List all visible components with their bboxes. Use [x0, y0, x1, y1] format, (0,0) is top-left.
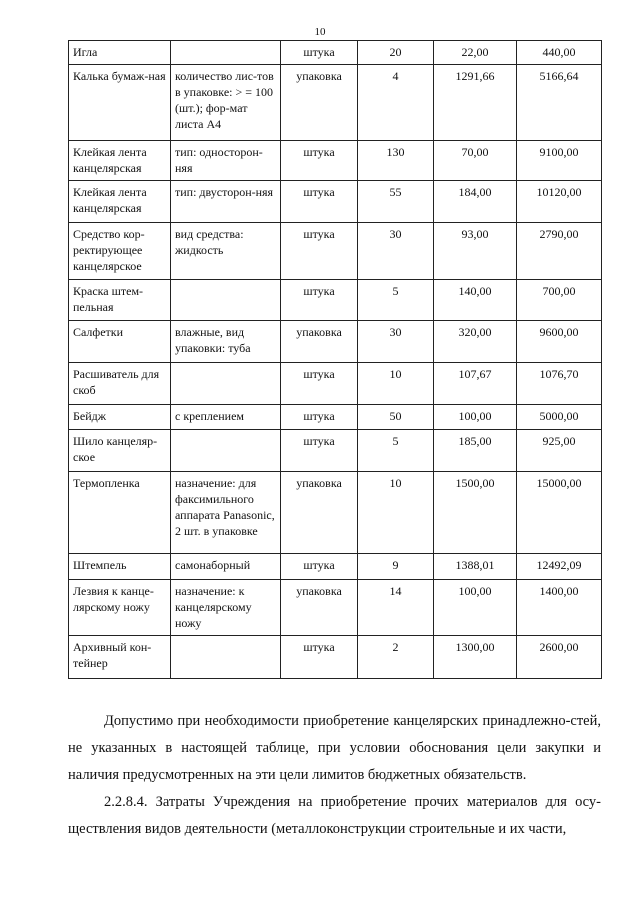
- item-total: 1400,00: [517, 580, 602, 636]
- item-description: тип: двусторон-няя: [171, 181, 281, 223]
- item-total: 9100,00: [517, 141, 602, 181]
- paragraph-permission: [68, 708, 601, 789]
- item-description: [171, 430, 281, 472]
- item-unit: штука: [281, 280, 358, 321]
- table-row: [69, 554, 602, 580]
- table-row: [69, 181, 602, 223]
- item-unit: штука: [281, 405, 358, 430]
- paragraph-text: Допустимо при необходимости приобретение канцелярских принадлежно-стей, не указанных в настоящей таблице, при условии обоснования цели закупки и наличия предусмотренных на эти цели лимитов бюджетных обязательств.: [68, 713, 601, 783]
- item-description: самонаборный: [171, 554, 281, 580]
- item-price: 320,00: [434, 321, 517, 363]
- supplies-table: [68, 40, 602, 679]
- page-number: 10: [314, 26, 326, 38]
- item-name: Расшиватель для скоб: [69, 363, 171, 405]
- table-row: [69, 223, 602, 280]
- table-row: [69, 472, 602, 554]
- item-total: 12492,09: [517, 554, 602, 580]
- item-total: 15000,00: [517, 472, 602, 554]
- item-price: 93,00: [434, 223, 517, 280]
- item-quantity: 5: [358, 430, 434, 472]
- item-price: 1500,00: [434, 472, 517, 554]
- table-row: [69, 363, 602, 405]
- item-quantity: 5: [358, 280, 434, 321]
- item-total: 925,00: [517, 430, 602, 472]
- item-name: Лезвия к канце-лярскому ножу: [69, 580, 171, 636]
- table-row: [69, 141, 602, 181]
- item-unit: штука: [281, 141, 358, 181]
- item-name: Клейкая лента канцелярская: [69, 181, 171, 223]
- item-unit: упаковка: [281, 472, 358, 554]
- item-unit: штука: [281, 554, 358, 580]
- table-row: [69, 430, 602, 472]
- item-description: [171, 363, 281, 405]
- item-quantity: 9: [358, 554, 434, 580]
- item-total: 10120,00: [517, 181, 602, 223]
- item-unit: упаковка: [281, 580, 358, 636]
- item-name: Термопленка: [69, 472, 171, 554]
- item-price: 184,00: [434, 181, 517, 223]
- item-total: 1076,70: [517, 363, 602, 405]
- table-row: [69, 65, 602, 141]
- item-price: 1291,66: [434, 65, 517, 141]
- item-name: Средство кор-ректирующее канцелярское: [69, 223, 171, 280]
- item-description: [171, 41, 281, 65]
- item-unit: штука: [281, 363, 358, 405]
- item-description: с креплением: [171, 405, 281, 430]
- table-row: [69, 580, 602, 636]
- item-name: Краска штем-пельная: [69, 280, 171, 321]
- paragraph-text: 2.2.8.4. Затраты Учреждения на приобретение прочих материалов для осу-ществления видов деятельности (металлоконструкции строительные и их части,: [68, 794, 601, 837]
- item-quantity: 20: [358, 41, 434, 65]
- item-quantity: 10: [358, 363, 434, 405]
- item-price: 1300,00: [434, 636, 517, 679]
- item-unit: штука: [281, 430, 358, 472]
- item-quantity: 4: [358, 65, 434, 141]
- item-quantity: 50: [358, 405, 434, 430]
- item-quantity: 130: [358, 141, 434, 181]
- item-quantity: 2: [358, 636, 434, 679]
- item-name: Салфетки: [69, 321, 171, 363]
- item-description: тип: односторон-няя: [171, 141, 281, 181]
- item-unit: штука: [281, 41, 358, 65]
- item-price: 185,00: [434, 430, 517, 472]
- item-price: 140,00: [434, 280, 517, 321]
- item-name: Штемпель: [69, 554, 171, 580]
- item-description: влажные, вид упаковки: туба: [171, 321, 281, 363]
- item-total: 5000,00: [517, 405, 602, 430]
- table-row: [69, 321, 602, 363]
- item-total: 700,00: [517, 280, 602, 321]
- table-row: [69, 280, 602, 321]
- item-price: 70,00: [434, 141, 517, 181]
- item-price: 100,00: [434, 405, 517, 430]
- item-unit: упаковка: [281, 65, 358, 141]
- item-description: [171, 636, 281, 679]
- item-quantity: 14: [358, 580, 434, 636]
- item-description: [171, 280, 281, 321]
- item-description: вид средства: жидкость: [171, 223, 281, 280]
- item-price: 100,00: [434, 580, 517, 636]
- item-total: 9600,00: [517, 321, 602, 363]
- table-row: [69, 636, 602, 679]
- item-description: назначение: для факсимильного аппарата Panasonic, 2 шт. в упаковке: [171, 472, 281, 554]
- item-name: Архивный кон-тейнер: [69, 636, 171, 679]
- table-row: [69, 41, 602, 65]
- item-name: Клейкая лента канцелярская: [69, 141, 171, 181]
- item-quantity: 55: [358, 181, 434, 223]
- item-price: 22,00: [434, 41, 517, 65]
- paragraph-section-2-2-8-4: [68, 789, 601, 843]
- item-unit: штука: [281, 181, 358, 223]
- item-name: Шило канцеляр-ское: [69, 430, 171, 472]
- item-unit: штука: [281, 636, 358, 679]
- item-quantity: 30: [358, 223, 434, 280]
- item-name: Игла: [69, 41, 171, 65]
- item-total: 2600,00: [517, 636, 602, 679]
- item-unit: штука: [281, 223, 358, 280]
- item-quantity: 10: [358, 472, 434, 554]
- table-row: [69, 405, 602, 430]
- item-quantity: 30: [358, 321, 434, 363]
- item-name: Калька бумаж-ная: [69, 65, 171, 141]
- item-total: 2790,00: [517, 223, 602, 280]
- item-price: 107,67: [434, 363, 517, 405]
- item-price: 1388,01: [434, 554, 517, 580]
- item-unit: упаковка: [281, 321, 358, 363]
- item-description: количество лис-тов в упаковке: > = 100 (шт.); фор-мат листа А4: [171, 65, 281, 141]
- item-description: назначение: к канцелярскому ножу: [171, 580, 281, 636]
- item-total: 440,00: [517, 41, 602, 65]
- item-name: Бейдж: [69, 405, 171, 430]
- item-total: 5166,64: [517, 65, 602, 141]
